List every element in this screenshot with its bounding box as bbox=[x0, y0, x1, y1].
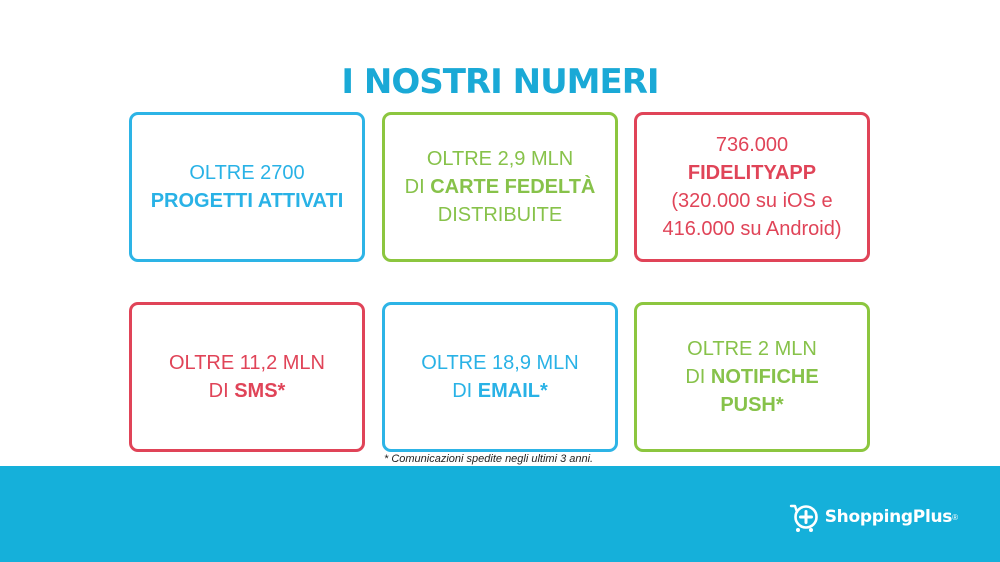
stat-card-push-line3: PUSH* bbox=[720, 394, 784, 416]
stat-card-sms bbox=[129, 302, 365, 452]
stat-card-fidelityapp bbox=[634, 112, 870, 262]
plus-cart-icon bbox=[787, 500, 821, 534]
stat-card-push-line2-prefix: DI bbox=[685, 366, 711, 388]
stat-card-email-line2-prefix: DI bbox=[452, 380, 478, 402]
brand-logo-text: ShoppingPlus bbox=[824, 507, 953, 527]
stat-card-projects bbox=[129, 112, 365, 262]
stat-card-loyalty-cards-line3: DISTRIBUITE bbox=[437, 204, 563, 226]
page-title: I NOSTRI NUMERI bbox=[341, 62, 659, 102]
footnote: * Comunicazioni spedite negli ultimi 3 anni. bbox=[384, 453, 594, 465]
stat-card-loyalty-cards-line2-strong: CARTE FEDELTÀ bbox=[430, 176, 596, 198]
stat-card-loyalty-cards-line1: OLTRE 2,9 MLN bbox=[426, 148, 574, 170]
stat-card-email-line2 bbox=[452, 377, 548, 405]
stat-card-projects-line2: PROGETTI ATTIVATI bbox=[150, 190, 344, 212]
stat-card-loyalty-cards-line2-prefix: DI bbox=[404, 176, 431, 198]
stat-card-fidelityapp-line2: FIDELITYAPP bbox=[687, 162, 817, 184]
stat-card-fidelityapp-line1: 736.000 bbox=[715, 134, 789, 156]
stat-card-fidelityapp-line3: (320.000 su iOS e bbox=[671, 190, 833, 212]
stat-card-sms-line2-prefix: DI bbox=[208, 380, 235, 402]
stat-card-projects-line1: OLTRE 2700 bbox=[189, 162, 305, 184]
stat-card-push bbox=[634, 302, 870, 452]
stat-card-sms-line2 bbox=[209, 377, 286, 405]
stat-card-email-line2-strong: EMAIL* bbox=[477, 380, 548, 402]
stat-card-push-line1: OLTRE 2 MLN bbox=[687, 338, 817, 360]
brand-logo bbox=[787, 500, 958, 534]
stat-card-fidelityapp-line4: 416.000 su Android) bbox=[662, 218, 842, 240]
stat-card-loyalty-cards-line2 bbox=[405, 173, 596, 201]
stat-card-push-line2 bbox=[685, 363, 818, 391]
stat-card-loyalty-cards bbox=[382, 112, 618, 262]
brand-logo-registered: ® bbox=[952, 512, 958, 522]
stat-card-sms-line1: OLTRE 11,2 MLN bbox=[169, 352, 325, 374]
stat-card-email bbox=[382, 302, 618, 452]
stat-card-sms-line2-strong: SMS* bbox=[234, 380, 286, 402]
stat-card-push-line2-strong: NOTIFICHE bbox=[710, 366, 819, 388]
stat-card-email-line1: OLTRE 18,9 MLN bbox=[421, 352, 579, 374]
